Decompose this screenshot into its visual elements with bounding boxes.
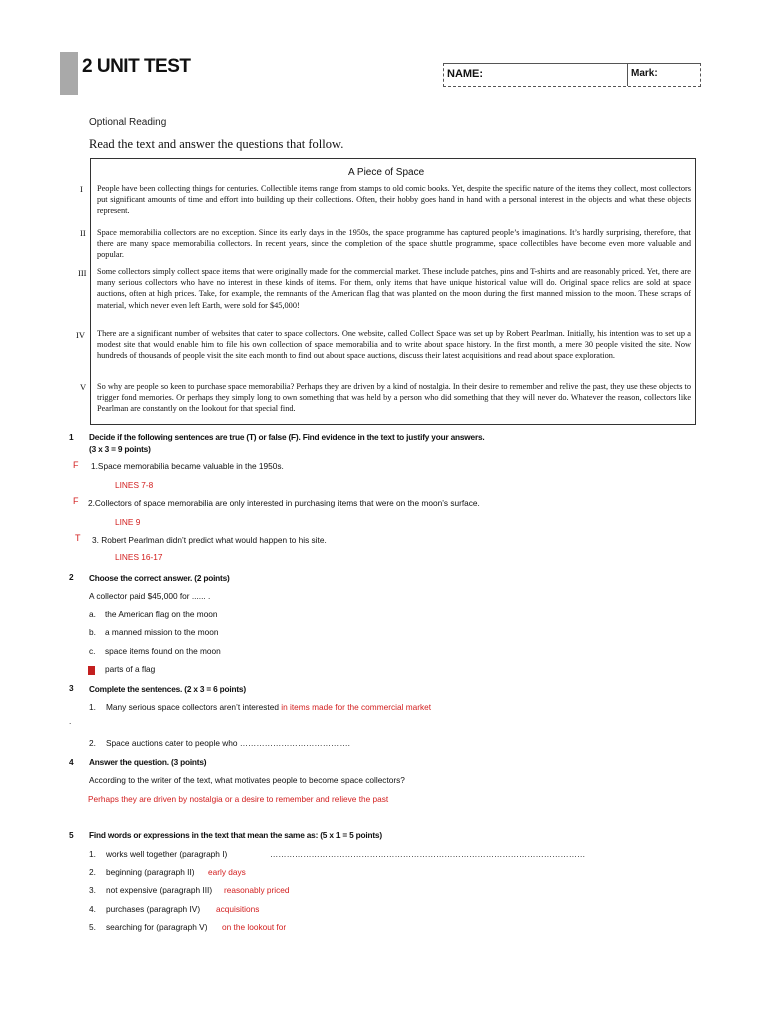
option-text: parts of a flag	[105, 664, 156, 674]
question-number: 5	[69, 830, 74, 840]
question-number: 3	[69, 683, 74, 693]
page-title: 2 UNIT TEST	[82, 56, 191, 77]
mark-label: Mark:	[631, 68, 658, 79]
paragraph-numeral: II	[80, 228, 86, 238]
question-text: According to the writer of the text, what motivates people to become space collectors?	[89, 775, 405, 785]
vocab-answer: reasonably priced	[224, 885, 290, 895]
header-accent-bar	[60, 52, 78, 95]
tf-evidence: LINES 16-17	[115, 552, 163, 562]
tf-evidence: LINE 9	[115, 517, 141, 527]
item-number: 2.	[89, 867, 96, 877]
option-letter: c.	[89, 646, 96, 656]
item-number: 1.	[89, 702, 96, 712]
question-instruction: Answer the question. (3 points)	[89, 757, 207, 767]
vocab-answer: on the lookout for	[222, 922, 287, 932]
paragraph-numeral: I	[80, 184, 83, 194]
completion-sentence: Space auctions cater to people who ………………………………….	[106, 738, 350, 748]
item-number: 4.	[89, 904, 96, 914]
paragraph-numeral: V	[80, 382, 87, 392]
vocab-prompt: searching for (paragraph V)	[106, 922, 208, 932]
completion-answer: in items made for the commercial market	[281, 702, 432, 712]
vocab-prompt: purchases (paragraph IV)	[106, 904, 201, 914]
question-instruction: Choose the correct answer. (2 points)	[89, 573, 230, 583]
selected-answer-marker	[88, 662, 95, 680]
tf-answer: T	[75, 533, 81, 543]
stray-mark: .	[69, 716, 72, 726]
paragraph-numeral: IV	[76, 330, 85, 340]
question-number: 2	[69, 572, 74, 582]
item-number: 5.	[89, 922, 96, 932]
tf-statement: 2.Collectors of space memorabilia are only interested in purchasing items that were on the moon’s surface.	[88, 498, 480, 508]
option-letter: b.	[89, 627, 96, 637]
tf-evidence: LINES 7-8	[115, 480, 154, 490]
tf-statement: 1.Space memorabilia became valuable in the 1950s.	[91, 461, 284, 471]
item-number: 3.	[89, 885, 96, 895]
mark-cell	[627, 64, 700, 86]
paragraph-numeral: III	[78, 268, 87, 278]
option-text: space items found on the moon	[105, 646, 221, 656]
completion-stem: Many serious space collectors aren’t interested	[106, 702, 279, 712]
passage-paragraph: There are a significant number of websites that cater to space collectors. One website, called Collect Space was set up by Robert Pearlman. Initially, his intention was to set up a modest site that would enable him to file his own collection of space memorabilia and to write about space history. In the first month, a mere 30 people visited the site. Now hundreds of thousands of people visit the site each month to find out about space auctions, discuss their latest acquisitions and read about space exploration.	[97, 329, 691, 361]
answer-blank: ……………………………………………………………………………………………………	[270, 849, 586, 859]
passage-paragraph: So why are people so keen to purchase space memorabilia? Perhaps they are driven by a kind of nostalgia. In their desire to remember and relive the past, they use these objects to trigger fond memories. Or perhaps they simply long to own something that was held by a person who did something that they will never do. Whatever the reason, collectors like Pearlman are constantly on the lookout for that special find.	[97, 382, 691, 414]
option-letter: a.	[89, 609, 96, 619]
item-number: 2.	[89, 738, 96, 748]
vocab-prompt: beginning (paragraph II)	[106, 867, 195, 877]
question-number: 1	[69, 432, 74, 442]
tf-answer: F	[73, 460, 79, 470]
question-instruction: Decide if the following sentences are true (T) or false (F). Find evidence in the text to justify your answers.	[89, 432, 485, 442]
completion-sentence	[106, 702, 431, 712]
passage-paragraph: Space memorabilia collectors are no exception. Since its early days in the 1950s, the space programme has captured people’s imaginations. It’s hardly surprising, therefore, that there are many space memorabilia collectors. In recent years, since the completion of the space shuttle programme, space collectibles have become even more valuable and popular.	[97, 228, 691, 260]
passage-paragraph: Some collectors simply collect space items that were originally made for the commercial market. These include patches, pins and T-shirts and are reasonably priced. Yet, there are many serious collectors who have no interest in these kinds of items. For them, only items that have unique historical value will do. Original space relics are sold at space auctions, often at high prices. Take, for example, the remnants of the American flag that was planted on the moon during the first manned mission to the moon. These scraps of material, which never even left Earth, were sold for $45,000!	[97, 267, 691, 310]
reading-instruction: Read the text and answer the questions that follow.	[89, 137, 344, 151]
written-answer: Perhaps they are driven by nostalgia or a desire to remember and relieve the past	[88, 794, 389, 804]
option-text: the American flag on the moon	[105, 609, 218, 619]
question-points: (3 x 3 = 9 points)	[89, 444, 151, 454]
question-stem: A collector paid $45,000 for ...... .	[89, 591, 211, 601]
vocab-answer: acquisitions	[216, 904, 260, 914]
option-text: a manned mission to the moon	[105, 627, 219, 637]
passage-title: A Piece of Space	[348, 167, 425, 178]
tf-answer: F	[73, 496, 79, 506]
tf-statement: 3. Robert Pearlman didn’t predict what would happen to his site.	[92, 535, 327, 545]
vocab-prompt: works well together (paragraph I)	[106, 849, 228, 859]
section-label: Optional Reading	[89, 117, 167, 128]
question-instruction: Find words or expressions in the text that mean the same as: (5 x 1 = 5 points)	[89, 830, 382, 840]
question-instruction: Complete the sentences. (2 x 3 = 6 points)	[89, 684, 246, 694]
vocab-answer: early days	[208, 867, 246, 877]
name-mark-box	[443, 63, 701, 87]
passage-paragraph: People have been collecting things for centuries. Collectible items range from stamps to old comic books. Yet, despite the specific nature of the items they collect, most collectors put significant amounts of time and effort into building up their collections. Often, their hobby goes hand in hand with a personal interest in the objects and what these objects represent.	[97, 184, 691, 216]
item-number: 1.	[89, 849, 96, 859]
vocab-prompt: not expensive (paragraph III)	[106, 885, 213, 895]
name-label: NAME:	[447, 68, 484, 80]
question-number: 4	[69, 757, 74, 767]
